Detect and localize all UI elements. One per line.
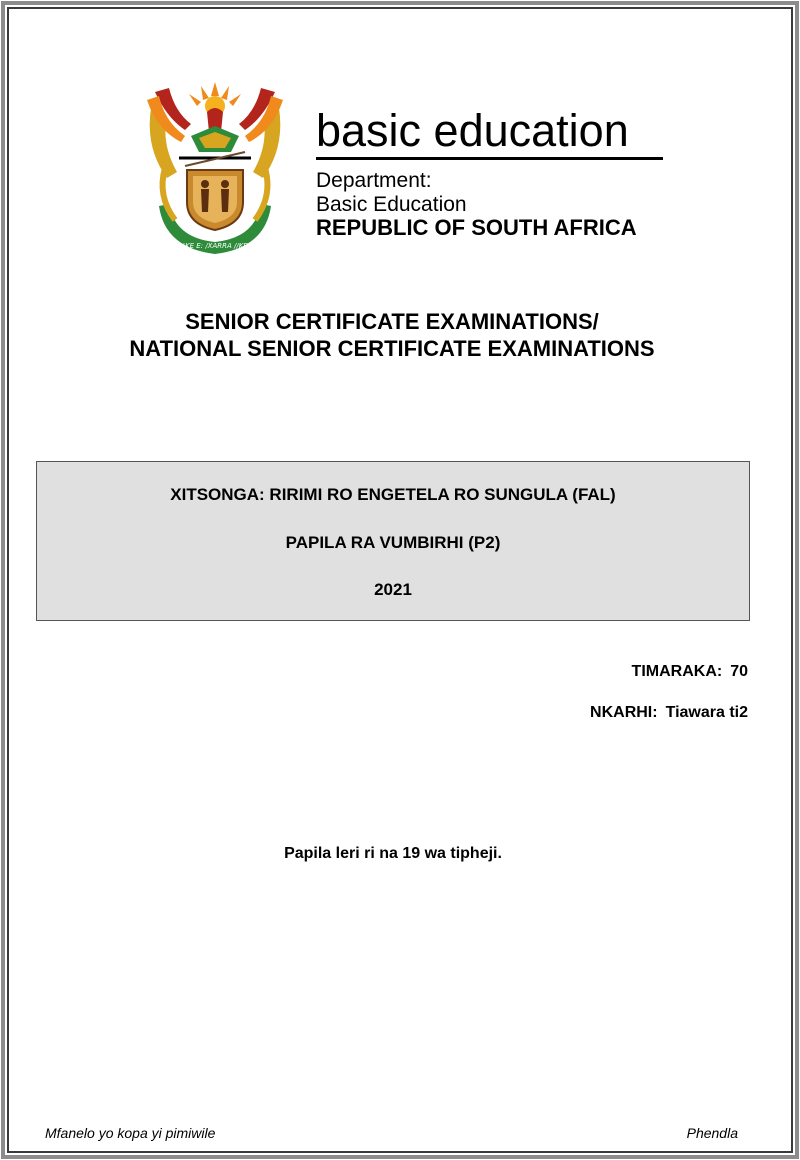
- exam-year: 2021: [374, 580, 412, 599]
- exam-heading-line2: NATIONAL SENIOR CERTIFICATE EXAMINATIONS: [129, 336, 655, 361]
- page-count-note: Papila leri ri na 19 wa tipheji.: [284, 845, 502, 862]
- svg-text:!KE E: /XARRA //KE: !KE E: /XARRA //KE: [182, 242, 248, 250]
- time-line: [590, 705, 748, 721]
- time-label: NKARHI:: [590, 704, 658, 721]
- country-name: REPUBLIC OF SOUTH AFRICA: [316, 215, 637, 240]
- coat-of-arms-icon: [145, 78, 285, 256]
- brand-title: basic education: [316, 105, 629, 156]
- marks-value: 70: [730, 663, 748, 680]
- paper-title: PAPILA RA VUMBIRHI (P2): [285, 533, 501, 552]
- marks-label: TIMARAKA:: [631, 663, 723, 680]
- subject-box: [36, 461, 750, 621]
- exam-heading-line1: SENIOR CERTIFICATE EXAMINATIONS/: [185, 309, 599, 334]
- department-name: Basic Education: [316, 193, 467, 216]
- copyright-notice: Mfanelo yo kopa yi pimiwile: [45, 1125, 216, 1141]
- time-value: Tiawara ti2: [665, 704, 748, 721]
- marks-line: [632, 664, 748, 680]
- department-label: Department:: [316, 169, 432, 192]
- subject-title: XITSONGA: RIRIMI RO ENGETELA RO SUNGULA (FAL): [170, 485, 616, 504]
- turn-over-note: Phendla: [686, 1125, 738, 1141]
- brand-underline: [316, 157, 663, 160]
